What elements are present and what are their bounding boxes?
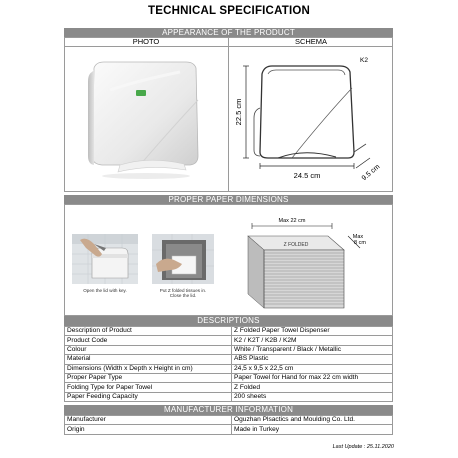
manufacturer-table [64, 415, 393, 435]
appearance-header: APPEARANCE OF THE PRODUCT [64, 28, 393, 38]
spec-value: 24,5 x 9,5 x 22,5 cm [232, 364, 393, 373]
depth-dimension-label: 9.5 cm [360, 163, 382, 183]
spec-label: Colour [65, 345, 232, 354]
spec-label: Proper Paper Type [65, 373, 232, 382]
tissue-stack-illustration [240, 212, 370, 312]
spec-value: ABS Plastic [232, 355, 393, 364]
max-depth-label-line1: Max [352, 234, 364, 240]
spec-value: Z Folded [232, 383, 393, 392]
paper-dimensions-header: PROPER PAPER DIMENSIONS [64, 195, 393, 205]
model-tag: K2 [360, 57, 368, 64]
max-width-label: Max 22 cm [278, 218, 306, 224]
last-update: Last Update : 25.11.2020 [332, 444, 394, 450]
appearance-divider [228, 37, 229, 192]
schema-label: SCHEMA [294, 37, 328, 46]
descriptions-table [64, 326, 393, 402]
height-dimension-label: 22.5 cm [234, 98, 243, 126]
table-row [65, 336, 393, 345]
table-row [65, 364, 393, 373]
spec-label: Product Code [65, 336, 232, 345]
caption-insert-tissues-line1: Put Z folded tissues in. [159, 288, 207, 293]
table-row [65, 373, 393, 382]
appearance-subheader-line [64, 46, 393, 47]
table-row [65, 345, 393, 354]
manufacturer-header: MANUFACTURER INFORMATION [64, 405, 393, 415]
descriptions-header: DESCRIPTIONS [64, 316, 393, 326]
width-dimension-label: 24.5 cm [293, 171, 321, 180]
spec-label: Manufacturer [65, 416, 232, 425]
spec-label: Origin [65, 425, 232, 434]
spec-value: 200 sheets [232, 392, 393, 401]
max-depth-label-line2: 8 cm [354, 240, 366, 246]
spec-value: Oguzhan Plsactics and Moulding Co. Ltd. [232, 416, 393, 425]
spec-value: Made in Turkey [232, 425, 393, 434]
table-row [65, 416, 393, 425]
product-photo [80, 60, 210, 182]
install-photo-insert-tissues [152, 234, 214, 284]
document-title: TECHNICAL SPECIFICATION [148, 5, 310, 17]
table-row [65, 392, 393, 401]
caption-open-lid: Open the lid with key. [83, 288, 127, 293]
table-row [65, 327, 393, 336]
photo-label: PHOTO [132, 37, 160, 46]
table-row [65, 425, 393, 434]
spec-label: Dimensions (Width x Depth x Height in cm) [65, 364, 232, 373]
depth-dimension-line [356, 158, 370, 168]
spec-value: Z Folded Paper Towel Dispenser [232, 327, 393, 336]
table-row [65, 355, 393, 364]
stack-label: Z FOLDED [283, 242, 309, 248]
spec-label: Folding Type for Paper Towel [65, 383, 232, 392]
spec-label: Paper Feeding Capacity [65, 392, 232, 401]
spec-value: K2 / K2T / K2B / K2M [232, 336, 393, 345]
spec-label: Description of Product [65, 327, 232, 336]
caption-close-lid: Close the lid. [169, 293, 197, 298]
schema-drawing [232, 48, 392, 190]
install-photo-open-lid [72, 234, 138, 284]
spec-label: Material [65, 355, 232, 364]
spec-value: Paper Towel for Hand for max 22 cm width [232, 373, 393, 382]
spec-value: White / Transparent / Black / Metallic [232, 345, 393, 354]
table-row [65, 383, 393, 392]
